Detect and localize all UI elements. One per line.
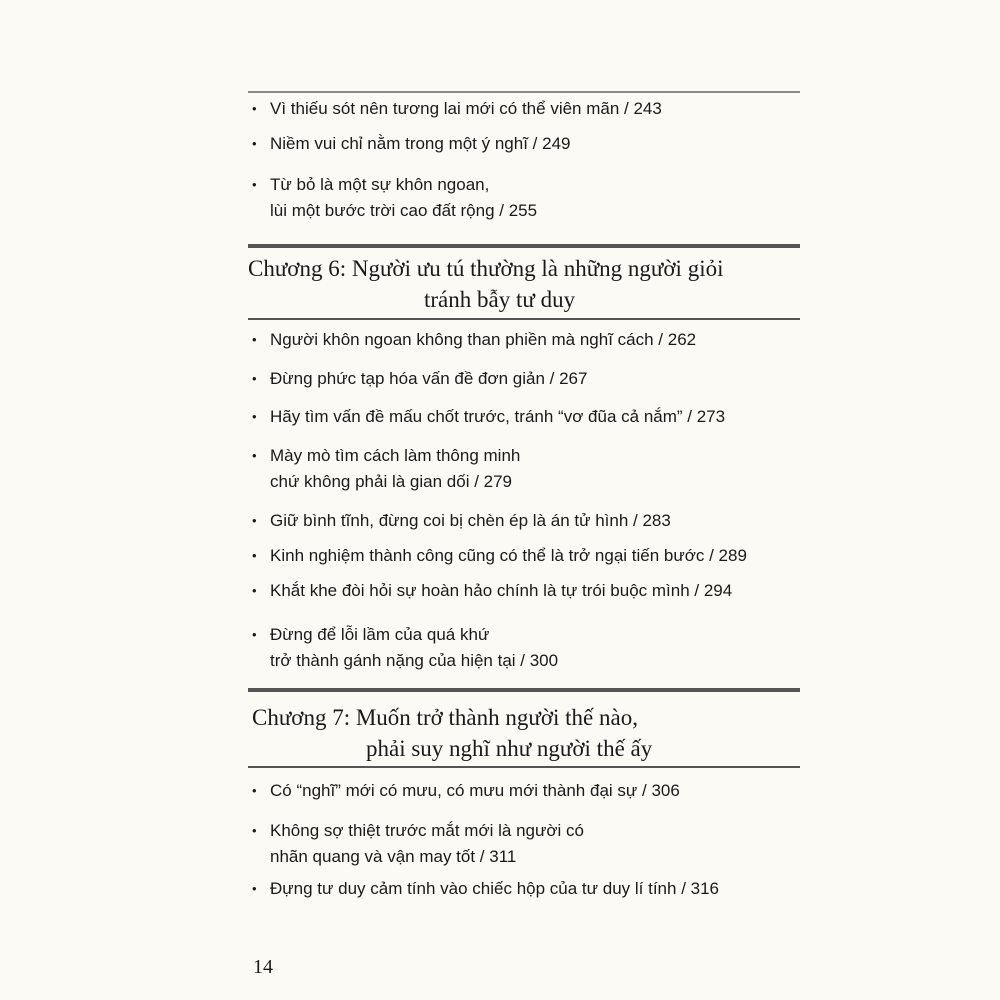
toc-entry-text: Vì thiếu sót nên tương lai mới có thể viên mãn / 243 xyxy=(270,99,662,118)
chapter-7-title-line1: Chương 7: Muốn trở thành người thế nào, xyxy=(252,705,638,730)
toc-entry-text: Từ bỏ là một sự khôn ngoan, xyxy=(270,175,490,194)
toc-entry xyxy=(252,543,747,569)
chapter-underline xyxy=(248,318,800,320)
top-divider xyxy=(248,91,800,93)
toc-entry xyxy=(252,622,558,674)
bullet: • xyxy=(252,548,257,563)
toc-entry-text: Khắt khe đòi hỏi sự hoàn hảo chính là tự trói buộc mình / 294 xyxy=(270,581,733,600)
toc-entry-text: Đừng phức tạp hóa vấn đề đơn giản / 267 xyxy=(270,369,588,388)
bullet: • xyxy=(252,332,257,347)
toc-entry xyxy=(252,366,587,392)
toc-entry xyxy=(252,131,570,157)
chapter-6-title-line1: Chương 6: Người ưu tú thường là những người giỏi xyxy=(248,256,724,281)
bullet: • xyxy=(252,177,257,192)
chapter-underline xyxy=(248,766,800,768)
toc-entry xyxy=(252,778,680,804)
bullet: • xyxy=(252,627,257,642)
chapter-divider xyxy=(248,688,800,692)
bullet: • xyxy=(252,783,257,798)
bullet: • xyxy=(252,448,257,463)
toc-entry xyxy=(252,404,725,430)
chapter-6-title-line2: tránh bẫy tư duy xyxy=(424,287,576,312)
bullet: • xyxy=(252,409,257,424)
bullet: • xyxy=(252,136,257,151)
toc-entry-text: Đựng tư duy cảm tính vào chiếc hộp của tư duy lí tính / 316 xyxy=(270,879,719,898)
bullet: • xyxy=(252,101,257,116)
toc-entry-text: Có “nghĩ” mới có mưu, có mưu mới thành đại sự / 306 xyxy=(270,781,680,800)
toc-entry-text: Giữ bình tĩnh, đừng coi bị chèn ép là án tử hình / 283 xyxy=(270,511,671,530)
toc-entry-text: Người khôn ngoan không than phiền mà nghĩ cách / 262 xyxy=(270,330,697,349)
toc-entry xyxy=(252,327,696,353)
bullet: • xyxy=(252,513,257,528)
toc-entry xyxy=(252,443,520,495)
page-number: 14 xyxy=(253,956,273,978)
toc-entry xyxy=(252,876,719,902)
toc-entry xyxy=(252,578,732,604)
toc-entry-text: Kinh nghiệm thành công cũng có thể là trở ngại tiến bước / 289 xyxy=(270,546,747,565)
chapter-divider xyxy=(248,244,800,248)
toc-entry-text: Hãy tìm vấn đề mấu chốt trước, tránh “vơ đũa cả nắm” / 273 xyxy=(270,407,726,426)
toc-entry-text: Niềm vui chỉ nằm trong một ý nghĩ / 249 xyxy=(270,134,571,153)
chapter-7-title-line2: phải suy nghĩ như người thế ấy xyxy=(366,736,653,761)
toc-entry xyxy=(252,172,537,224)
bullet: • xyxy=(252,371,257,386)
bullet: • xyxy=(252,823,257,838)
toc-entry-text: nhãn quang và vận may tốt / 311 xyxy=(270,847,517,866)
toc-entry-text: Đừng để lỗi lầm của quá khứ xyxy=(270,625,490,644)
toc-entry xyxy=(252,508,671,534)
toc-entry-text: lùi một bước trời cao đất rộng / 255 xyxy=(270,201,538,220)
toc-entry-text: Không sợ thiệt trước mắt mới là người có xyxy=(270,821,584,840)
toc-entry xyxy=(252,818,584,870)
toc-entry-text: trở thành gánh nặng của hiện tại / 300 xyxy=(270,651,559,670)
toc-entry xyxy=(252,96,662,122)
bullet: • xyxy=(252,881,257,896)
bullet: • xyxy=(252,583,257,598)
toc-entry-text: Mày mò tìm cách làm thông minh xyxy=(270,446,521,465)
toc-entry-text: chứ không phải là gian dối / 279 xyxy=(270,472,513,491)
